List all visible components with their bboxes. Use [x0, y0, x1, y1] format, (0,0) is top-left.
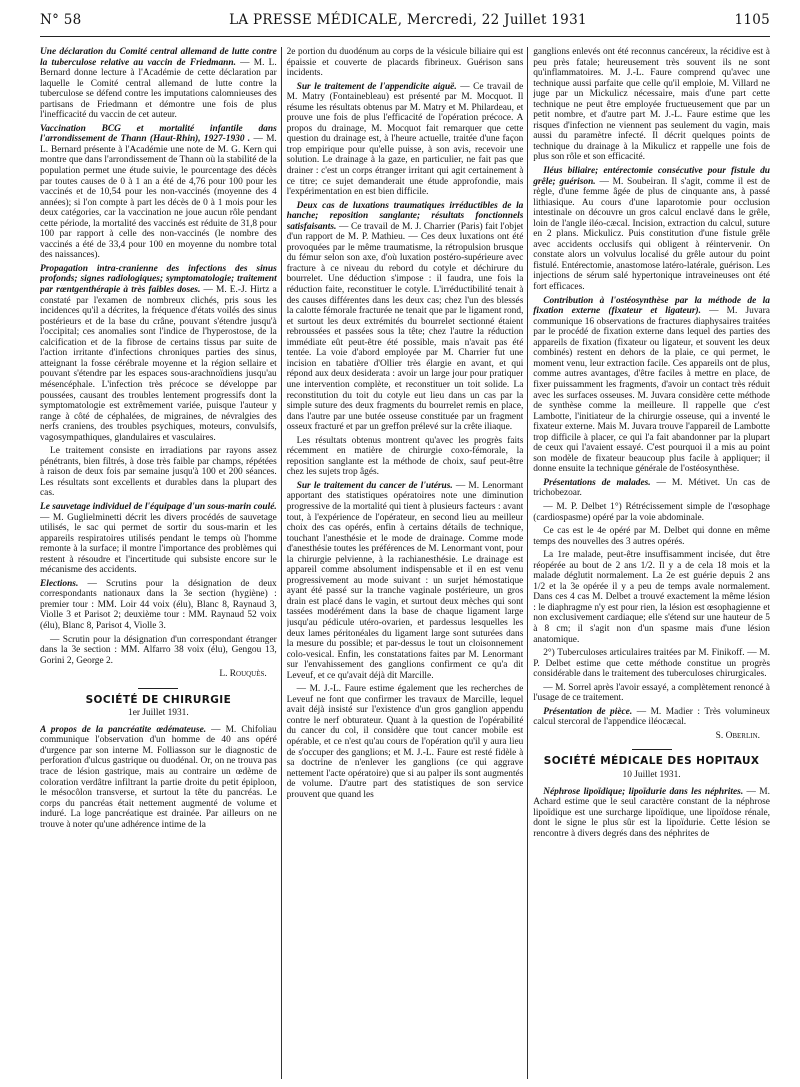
column-3: [533, 47, 770, 1087]
article-paragraph: Le traitement consiste en irradiations par rayons assez pénétrants, bien filtrés, à dose très faible par champs, répétées à raison de deux fois par semaine jusqu'à 100 et 200 séances. Les résultats sont excellents et durables dans la plupart des cas.: [40, 446, 277, 499]
signature: L. Rouquès.: [219, 669, 267, 680]
article-text: présente à l'Académie une note de M. G. Kern qui montre que dans l'arrondissement de Thann où la stabilité de la population permet une étude suivie, le pourcentage des décès par toutes causes de 0 à 1 an a été de 4,76 pour 100 pour les vaccinés et de 10,54 pour les non-vaccinés (moyenne des 4 années); si l'on compte à part les décès de 0 à 1 mois pour les deux catégories, car la vaccination ne joue aucun rôle pendant cette période, la mortalité des vaccinés est réduite de 31,8 pour 100 par rapport à celle des non-vaccinés (le nombre des vaccinés a été de 33,4 pour 100 en moyenne du nombre total des naissances).: [40, 144, 277, 261]
article-text: — M. Soubeiran. Il s'agit, comme il est de règle, d'une femme âgée de plus de cinquante ans, à passé lithiasique. Au cours d'une laparotomie pour occlusion intestinale on découvre un gros calcul enclavé dans le grêle, loin de l'angle iléo-cæcal. Incision, extraction du calcul, suture en 2 plans. Mickulicz. Puis constitution d'une fistule grêle avec accidents occlusifs qui obligent à réintervenir. On constate alors un volvulus localisé du grêle autour du point fistulé. Entérectomie, anastomose latéro-latérale, guérison. Les injections de sérum salé hypertonique intraveineuses ont été fort efficaces.: [533, 176, 770, 293]
author: — M. Chifoliau: [206, 724, 277, 735]
article-title: Vaccination BCG et mortalité infantile dans l'arrondissement de Thann (Haut-Rhin), 1927-1930 .: [40, 123, 277, 145]
article-paragraph: [287, 82, 524, 198]
article-paragraph: [40, 264, 277, 443]
article-title: Une déclaration du Comité central allemand de lutte contre la tuberculose relative au vaccin de Friedmann.: [40, 47, 277, 68]
article-title: Néphrose lipoïdique; lipoïdurie dans les néphrites.: [543, 786, 744, 797]
article-paragraph: [40, 124, 277, 261]
running-header: [40, 12, 770, 37]
article-paragraph: [533, 478, 770, 499]
column-rule: [281, 47, 282, 1079]
article-title: Deux cas de luxations traumatiques irréductibles de la hanche; reposition sanglante; résultats fonctionnels satisfaisants.: [286, 200, 524, 232]
article-text: — Scrutins pour la désignation de deux correspondants nationaux dans la 3e section (hygiène) : premier tour : MM. Loir 44 voix (élu), Blanc 8, Raynaud 3, Violle 3 et Parisot 2; deuxième tour : MM. Raynaud 52 voix (élu), Blanc 8, Parisot 4, Violle 3.: [40, 578, 277, 631]
article-title: Contribution à l'ostéosynthèse par la méthode de la fixation externe (fixateur et ligateur).: [533, 295, 770, 317]
article-text: — M. Métivet. Un cas de trichobezoar.: [533, 477, 770, 499]
section-date: 1er Juillet 1931.: [128, 708, 189, 719]
article-paragraph: — M. P. Delbet 1°) Rétrécissement simple de l'œsophage (cardiospasme) opéré par la voie abdominale.: [533, 501, 770, 523]
article-text: — M. Madier : Très volumineux calcul stercoral de l'appendice iléocæcal.: [533, 706, 770, 728]
article-paragraph: [40, 579, 277, 632]
article-title: Le sauvetage individuel de l'équipage d'un sous-marin coulé.: [40, 501, 277, 512]
article-title: Iléus biliaire; entérectomie consécutive pour fistule du grêle; guérison.: [533, 166, 770, 187]
article-text: — M. Lenormant apportant des statistiques opératoires note une diminution progressive de la mortalité qui tient à plusieurs facteurs : avant tout, à l'expérience de l'opérateur, en second lieu au meilleur choix des cas opérés, enfin à certains détails de technique, touchant l'anesthésie et le mode de drainage. Comme mode d'anesthésie toutes les préférences de M. Lenormant vont, pour la chirurgie pelvienne, à la rachianesthésie. Le drainage est appareil comme absolument indispensable et il en est venu progressivement au mode suivant : un surjet hémostatique ayant été passé sur la tranche vaginale postérieure, un gros drain est placé dans le vagin, et surtout deux mèches qui sont tassées modérément dans la base de chaque ligament large jusqu'au pédicule utéro-ovarien, et pardessus lesquelles les deux lames péritonéales du ligament large sont suturées dans la mesure du possible; et par-dessus le tout un cloisonnement colo-vesical. Enfin, les constatations faites par M. Lenormant sur l'envahissement des ganglions confirment ce qu'a dit Leveuf, et ce qu'avait déjà dit Marcille.: [286, 480, 524, 681]
section-divider: [632, 749, 672, 750]
article-text: — M. Achard estime que le seul caractère constant de la néphrose lipoïdique est une surcharge lipoïdique, une lipoïdose rénale, dont le signe le plus sûr est la lipoïdurie. Cette lésion se rencontre à divers degrés dans des néphrites de: [533, 786, 770, 839]
article-title: Présentation de pièce.: [543, 706, 633, 717]
issue-number: N° 58: [40, 12, 82, 28]
article-text: — Ce travail de M. J. Charrier (Paris) fait l'objet d'un rapport de M. P. Mathieu. — Ces deux luxations ont été provoquées par le même traumatisme, la rétropulsion brusque du fémur selon son axe, d'où luxation postéro-supérieure avec fracture à ce niveau du rebord du cotyle et déchirure du bourrelet. Une déduction s'impose : il faudra, une fois la réduction faite, reconstituer le cotyle. L'irréductibilité tenait à des causes différentes dans les deux cas; chez l'un des blessés la calotte fémorale fracturée ne tenait que par le ligament rond, et surtout les deux extrémités du bourrelet sectionné étaient rebroussées et passées sous la tête; chez l'autre la réduction immédiate eût peut-être été possible, mais n'avait pas été tentée. La voie d'abord employée par M. Charrier fut une incision en tabatière d'Ollier très élargie en avant, et qui répond aux deux desiderata : avoir un large jour pour pratiquer une intervention complète, et reconstituer un toit solide. La reconstitution du toit du cotyle eut lieu dans un cas par la simple suture des deux fragments du bourrelet remis en place, dans l'autre par une butée osseuse constituée par un fragment osseux fracturé et par un greffon prélevé sur la crête iliaque.: [286, 221, 524, 433]
article-paragraph: [533, 707, 770, 728]
article-paragraph: [533, 787, 770, 840]
article-title: A propos de la pancréatite œdémateuse.: [40, 724, 207, 735]
column-2: [287, 47, 524, 1087]
author: — M. L. Bernard: [40, 57, 277, 79]
section-heading: SOCIÉTÉ MÉDICALE DES HOPITAUX: [543, 755, 760, 768]
article-paragraph: [40, 47, 277, 121]
author: — M. Guglielminetti: [40, 512, 122, 523]
article-paragraph: [533, 166, 770, 293]
article-paragraph: Ce cas est le 4e opéré par M. Delbet qui donne en même temps des nouvelles des 3 autres opérés.: [533, 526, 770, 547]
article-paragraph: La 1re malade, peut-être insuffisamment incisée, dut être réopérée au bout de 2 ans 1/2. Il y a de cela 18 mois et la malade déglutit normalement. La 2e est guérie depuis 2 ans 1/2 et la 3e opérée il y a peu de temps avale normalement. Dans ces 4 cas M. Delbet a trouvé exactement la même lésion : le diaphragme n'y est pour rien, la lésion est œsophagienne et non exclusivement cardiaque; elle s'étend sur une hauteur de 5 à 8 cm; il s'agit non d'un spasme mais d'une lésion anatomique.: [533, 550, 770, 645]
article-title: Sur le traitement de l'appendicite aiguë.: [296, 81, 457, 92]
article-paragraph: [40, 502, 277, 576]
article-paragraph: [287, 201, 524, 433]
column-gap: [523, 47, 533, 1087]
journal-title: LA PRESSE MÉDICALE, Mercredi, 22 Juillet 1931: [229, 12, 587, 28]
author: — M. L. Bernard: [40, 134, 277, 155]
article-paragraph: 2°) Tuberculoses articulaires traitées par M. Finikoff. — M. P. Delbet estime que cette méthode constitue un progrès considérable dans le traitement des tuberculoses chirurgicales.: [533, 648, 770, 680]
article-text: décrit les divers procédés de sauvetage utilisés, le sac qui permet de sortir du sous-marin et les appareils respiratoires utilisés pendant le temps où l'homme remonte à la surface; il montre l'importance des problèmes qui restent à résoudre et l'incertitude qui subsiste encore sur le mécanisme des accidents.: [40, 512, 277, 576]
article-text: a constaté par l'examen de nombreux clichés, pris sous les incidences qu'il a décrites, la fréquence d'états voilés des sinus postérieurs et de la base du crâne, pouvant s'étendre jusqu'à l'occipital; ces anomalies sont l'indice de l'hyperostose, de la calcification et de la fibrose de certains tissus par suite de l'action irritante d'infections chroniques parties des sinus, atteignant la fosse cérébrale moyenne et la région sellaire et pouvant s'étendre par les espaces sous-arachnoïdiens jusqu'au mésencéphale. L'infection très précoce se développe par poussées, causant des troubles lentement progressifs dont la symptomatologie est extrêmement variée, puisque l'auteur y range à côté de céphalées, de migraines, de névralgies des nerfs craniens, des troubles psychiques, moteurs, convulsifs, vagosympathiques, glandulaires et vasculaires.: [40, 285, 277, 443]
article-title: Propagation intra-cranienne des infections des sinus profonds; signes radiologiques; symptomatologie; traitement par rœntgenthérapie à très faibles doses.: [40, 263, 277, 296]
text-columns: [40, 47, 770, 1087]
article-text: — Ce travail de M. Matry (Fontainebleau) est présenté par M. Mocquot. Il résume les résultats obtenus par M. Matry et M. Philardeau, et prouve une fois de plus l'efficacité de l'opération précoce. A propos du drainage, M. Mocquot fait remarquer que cette question du drainage est, à l'heure actuelle, traitée d'une façon trop empirique pour qu'elle puisse, à son avis, recevoir une solution. Le drainage à la gaze, en particulier, ne fait pas que drainer : c'est un corps étranger irritant qui agit certainement à ce titre; ce sujet demanderait une étude approfondie, mais l'expérimentation en est bien difficile.: [286, 81, 524, 198]
article-title: Elections.: [40, 578, 79, 589]
article-title: Sur le traitement du cancer de l'utérus.: [296, 480, 453, 491]
section-heading: SOCIÉTÉ DE CHIRURGIE: [85, 693, 232, 706]
column-gap: [277, 47, 287, 1087]
article-paragraph: [287, 481, 524, 681]
article-paragraph: — Scrutin pour la désignation d'un correspondant étranger dans la 3e section : MM. Alfarro 38 voix (élu), Gengou 13, Gorini 2, George 2.: [40, 634, 277, 666]
article-text: communique l'observation d'un homme de 40 ans opéré d'urgence par son interne M. Folliasson sur le diagnostic de perforation d'ulcus gastrique ou duodénal. Or, on ne trouva pas trace de lésion gastrique, mais au contraire un œdème de coloration verdâtre infiltrant la partie droite du petit épiploon, le mésocôlon transverse, et surtout la tête du pancréas. Le corps du pancréas était nettement augmenté de volume et induré. La loge pancréatique est drainée. Par ailleurs on ne trouve à noter qu'une adhérence intime de la: [40, 735, 277, 830]
article-paragraph: 2e portion du duodénum au corps de la vésicule biliaire qui est épaissie et couverte de placards fibrineux. Guérison sans incidents.: [286, 47, 524, 79]
article-paragraph: — M. Sorrel après l'avoir essayé, a complètement renoncé à l'usage de ce traitement.: [533, 682, 770, 704]
signature: S. Oberlin.: [715, 730, 760, 741]
article-paragraph: [533, 296, 770, 475]
column-1: [40, 47, 277, 1087]
article-title: Présentations de malades.: [543, 477, 651, 488]
section-date: 10 Juillet 1931.: [622, 770, 681, 780]
article-text: — M. Juvara communique 16 observations de fractures diaphysaires traitées par le procédé de fixation externe dans lequel des parties des appareils de fixation (fixateur ou ligateur, et souvent les deux combinés) restent en dehors de la plaie, ce qui permet, le moment venu, leur extraction facile. Ces appareils ont de plus, comme autres avantages, d'être faciles à mettre en place, de fixer puissamment les fragments, d'avoir un contact très réduit avec les surfaces osseuses. M. Juvara considère cette méthode de synthèse comme la meilleure. Il rappelle que c'est Lambotte, l'initiateur de la chirurgie osseuse, qui a inventé le fixateur externe. Mais M. Juvara trouve l'appareil de Lambotte trop difficile à placer, ce qui l'a fait abandonner par la plupart de ceux qui l'avaient essayé. C'est pourquoi il a mis au point son modèle de fixateur beaucoup plus facile à appliquer; il donne ensuite la technique générale de l'ostéosynthèse.: [533, 306, 770, 475]
section-divider: [138, 688, 178, 689]
article-paragraph: [40, 725, 277, 830]
article-paragraph: — M. J.-L. Faure estime également que les recherches de Leveuf ne font que confirmer les travaux de Marcille, lequel avait déjà insisté sur l'existence d'un gros ganglion appendu contre le nerf obturateur. Quant à la question de l'opérabilité du cancer du col, il considère que tout cancer mobile est opérable, et ce n'est qu'au cours de l'opération qu'il y aura lieu de s'occuper des ganglions; et M. J.-L. Faure est resté fidèle à sa doctrine de n'enlever les ganglions (ce qui aggrave nettement l'acte opératoire) que si au palper ils sont augmentés de volume. D'autre part des statistiques de son service prouvent que quand les: [286, 684, 524, 800]
article-paragraph: ganglions enlevés ont été reconnus cancéreux, la récidive est à peu près fatale; heureusement très souvent ils ne sont qu'inflammatoires. M. J.-L. Faure comprend qu'avec une technique aussi parfaite que celle qu'il emploie, M. Villard ne juge par un Mickulicz nécessaire, mais d'une part cette technique ne peut être employée fructueusement que par un petit nombre, et d'autre part M. J.-L. Faure estime que les risques d'infection ne viennent pas seulement du vagin, mais aussi du paramètre infecté. Il décrit quelques points de technique du drainage à la Mikulicz et rappelle une fois de plus son rôle et son efficacité.: [533, 47, 770, 163]
article-text: donne lecture à l'Académie de cette déclaration par laquelle le Comité central allemand de lutte contre la tuberculose se défend contre les imputations calomnieuses des partisans de Friedmann et démontre une fois de plus l'inefficacité du vaccin de cet auteur.: [40, 68, 277, 121]
article-paragraph: Les résultats obtenus montrent qu'avec les progrès faits récemment en matière de chirurgie coxo-fémorale, la reposition sanglante est la méthode de choix, sauf peut-être chez les sujets trop âgés.: [286, 435, 524, 478]
page-number: 1105: [734, 12, 770, 28]
column-rule: [527, 47, 528, 1079]
author: — M. E.-J. Hirtz: [203, 285, 270, 296]
